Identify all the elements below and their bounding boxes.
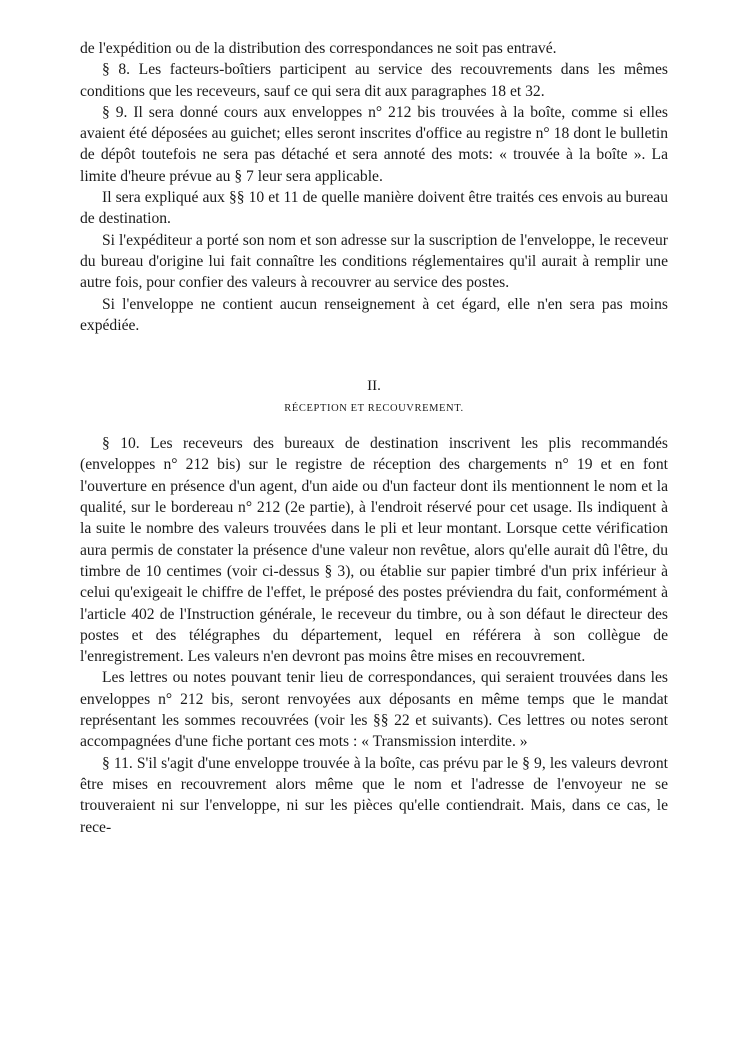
paragraph-section-9: § 9. Il sera donné cours aux enveloppes n° 212 bis trouvées à la boîte, comme si elles avaient été déposées au guichet; elles seront inscrites d'office au registre n° 18 dont le bulletin de dépôt toutefois ne sera pas détaché et sera annoté des mots: « trouvée à la boîte ». La limite d'heure prévue au § 7 leur sera applicable. [80, 103, 668, 185]
paragraph-no-information: Si l'enveloppe ne contient aucun renseignement à cet égard, elle n'en sera pas moins expédiée. [80, 295, 668, 334]
paragraph-letters-notes: Les lettres ou notes pouvant tenir lieu de correspondances, qui seraient trouvées dans les enveloppes n° 212 bis, seront renvoyées aux déposants en même temps que le mandat représentant les sommes recouvrées (voir les §§ 22 et suivants). Ces lettres ou notes seront accompagnées d'une fiche portant ces mots : « Transmission interdite. » [80, 669, 668, 751]
paragraph-section-9-note: Il sera expliqué aux §§ 10 et 11 de quelle manière doivent être traités ces envois au bureau de destination. [80, 189, 668, 228]
paragraph-section-8: § 8. Les facteurs-boîtiers participent au service des recouvrements dans les mêmes conditions que les receveurs, sauf ce qui sera dit aux paragraphes 18 et 32. [80, 61, 668, 100]
paragraph-sender-address: Si l'expéditeur a porté son nom et son adresse sur la suscription de l'enveloppe, le receveur du bureau d'origine lui fait connaître les conditions réglementaires qu'il aurait à remplir une autre fois, pour confier des valeurs à recouvrer au service des postes. [80, 231, 668, 292]
section-number: II. [367, 378, 381, 395]
document-page [80, 38, 668, 838]
paragraph-section-11: § 11. S'il s'agit d'une enveloppe trouvée à la boîte, cas prévu par le § 9, les valeurs devront être mises en recouvrement alors même que le nom et l'adresse de l'envoyeur ne se trouveraient ni sur l'enveloppe, ni sur les pièces qu'elle contiendrait. Mais, dans ce cas, le rece- [80, 754, 668, 836]
paragraph-section-10: § 10. Les receveurs des bureaux de destination inscrivent les plis recommandés (enveloppes n° 212 bis) sur le registre de réception des chargements n° 19 et en font l'ouverture en présence d'un agent, d'un aide ou d'un facteur dont ils mentionnent le nom et la qualité, sur le bordereau n° 212 (2e partie), à l'endroit réservé pour cet usage. Ils indiquent à la suite le nombre des valeurs trouvées dans le pli et leur montant. Lorsque cette vérification aura permis de constater la présence d'une valeur non revêtue, alors qu'elle aurait dû l'être, du timbre de 10 centimes (voir ci-dessus § 3), ou établie sur papier timbré d'un prix inférieur à celui qu'exigeait le chiffre de l'effet, le préposé des postes préviendra du fait, conformément à l'article 402 de l'Instruction générale, le receveur du timbre, ou à son défaut le directeur des postes et des télégraphes du département, lequel en référera à son collègue de l'enregistrement. Les valeurs n'en devront pas moins être mises en recouvrement. [80, 435, 668, 666]
paragraph-continuation: de l'expédition ou de la distribution des correspondances ne soit pas entravé. [80, 40, 557, 57]
section-title: RÉCEPTION ET RECOUVREMENT. [284, 403, 464, 415]
